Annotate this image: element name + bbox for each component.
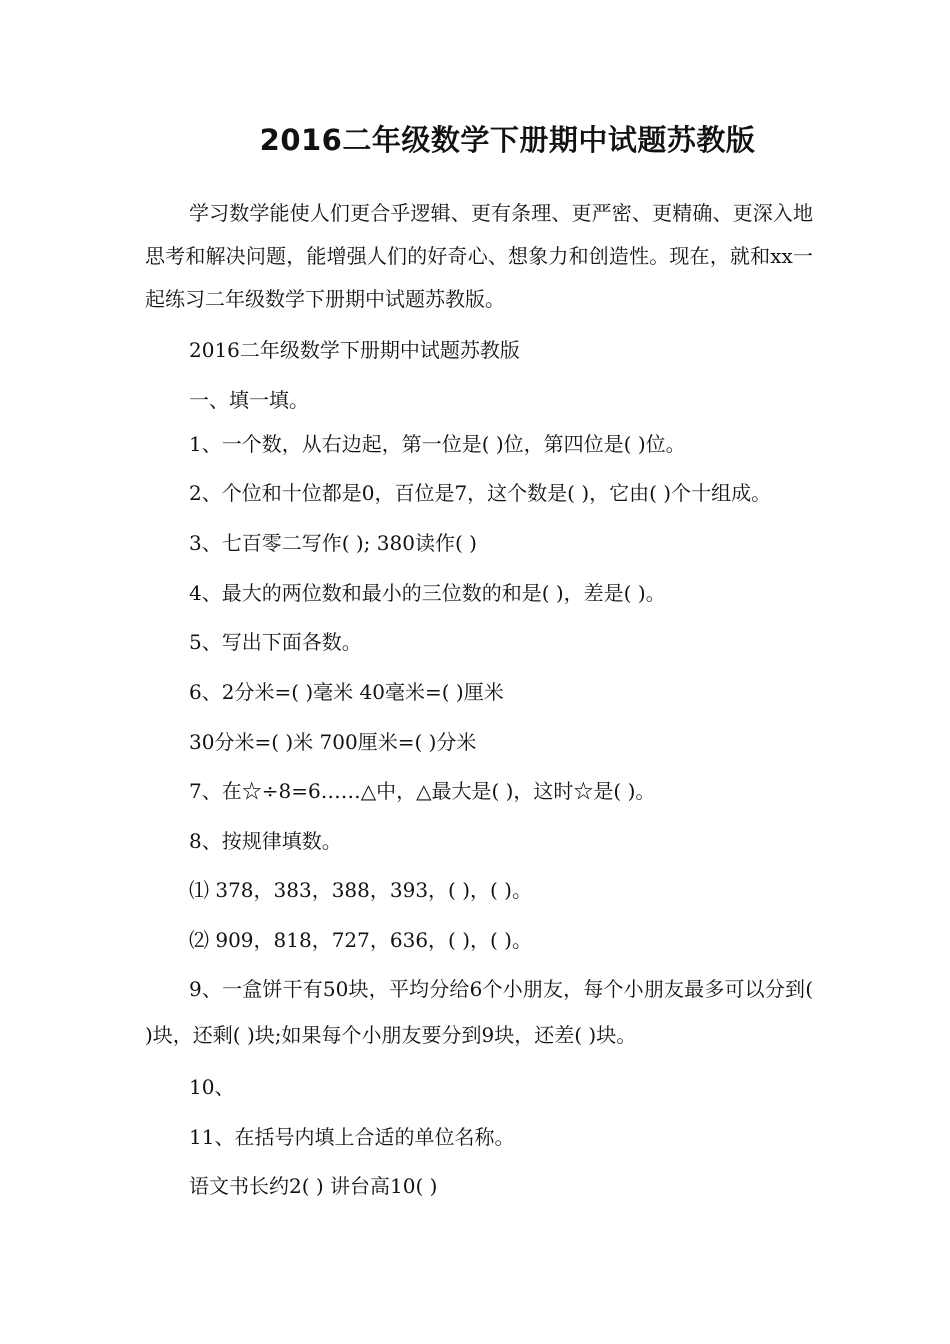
question-8-part-1: ⑴ 378，383，388，393，( )，( )。 [189, 878, 532, 902]
question-6b: 30分米=( )米 700厘米=( )分米 [189, 730, 477, 754]
question-8: 8、按规律填数。 [189, 829, 342, 853]
question-6a: 6、2分米=( )毫米 40毫米=( )厘米 [189, 680, 504, 704]
question-4: 4、最大的两位数和最小的三位数的和是( )，差是( )。 [189, 581, 666, 605]
question-9: 9、一盒饼干有50块，平均分给6个小朋友，每个小朋友最多可以分到( )块，还剩( )块;如果每个小朋友要分到9块，还差( )块。 [145, 977, 813, 1047]
question-8-part-2: ⑵ 909，818，727，636，( )，( )。 [189, 928, 532, 952]
question-11: 11、在括号内填上合适的单位名称。 [189, 1125, 515, 1149]
question-3: 3、七百零二写作( ); 380读作( ) [189, 531, 477, 555]
subtitle-line: 2016二年级数学下册期中试题苏教版 [189, 338, 520, 362]
question-7: 7、在☆÷8=6……△中，△最大是( )，这时☆是( )。 [189, 779, 656, 803]
intro-paragraph: 学习数学能使人们更合乎逻辑、更有条理、更严密、更精确、更深入地思考和解决问题，能增强人们的好奇心、想象力和创造性。现在，就和xx一起练习二年级数学下册期中试题苏教版。 [145, 201, 813, 311]
question-1: 1、一个数，从右边起，第一位是( )位，第四位是( )位。 [189, 432, 686, 456]
section-heading: 一、填一填。 [189, 388, 309, 412]
document-title: 2016二年级数学下册期中试题苏教版 [259, 123, 756, 157]
question-10: 10、 [189, 1075, 235, 1099]
question-2: 2、个位和十位都是0，百位是7，这个数是( )，它由( )个十组成。 [189, 481, 772, 505]
question-11-items: 语文书长约2( ) 讲台高10( ) [189, 1174, 438, 1198]
question-5: 5、写出下面各数。 [189, 630, 362, 654]
